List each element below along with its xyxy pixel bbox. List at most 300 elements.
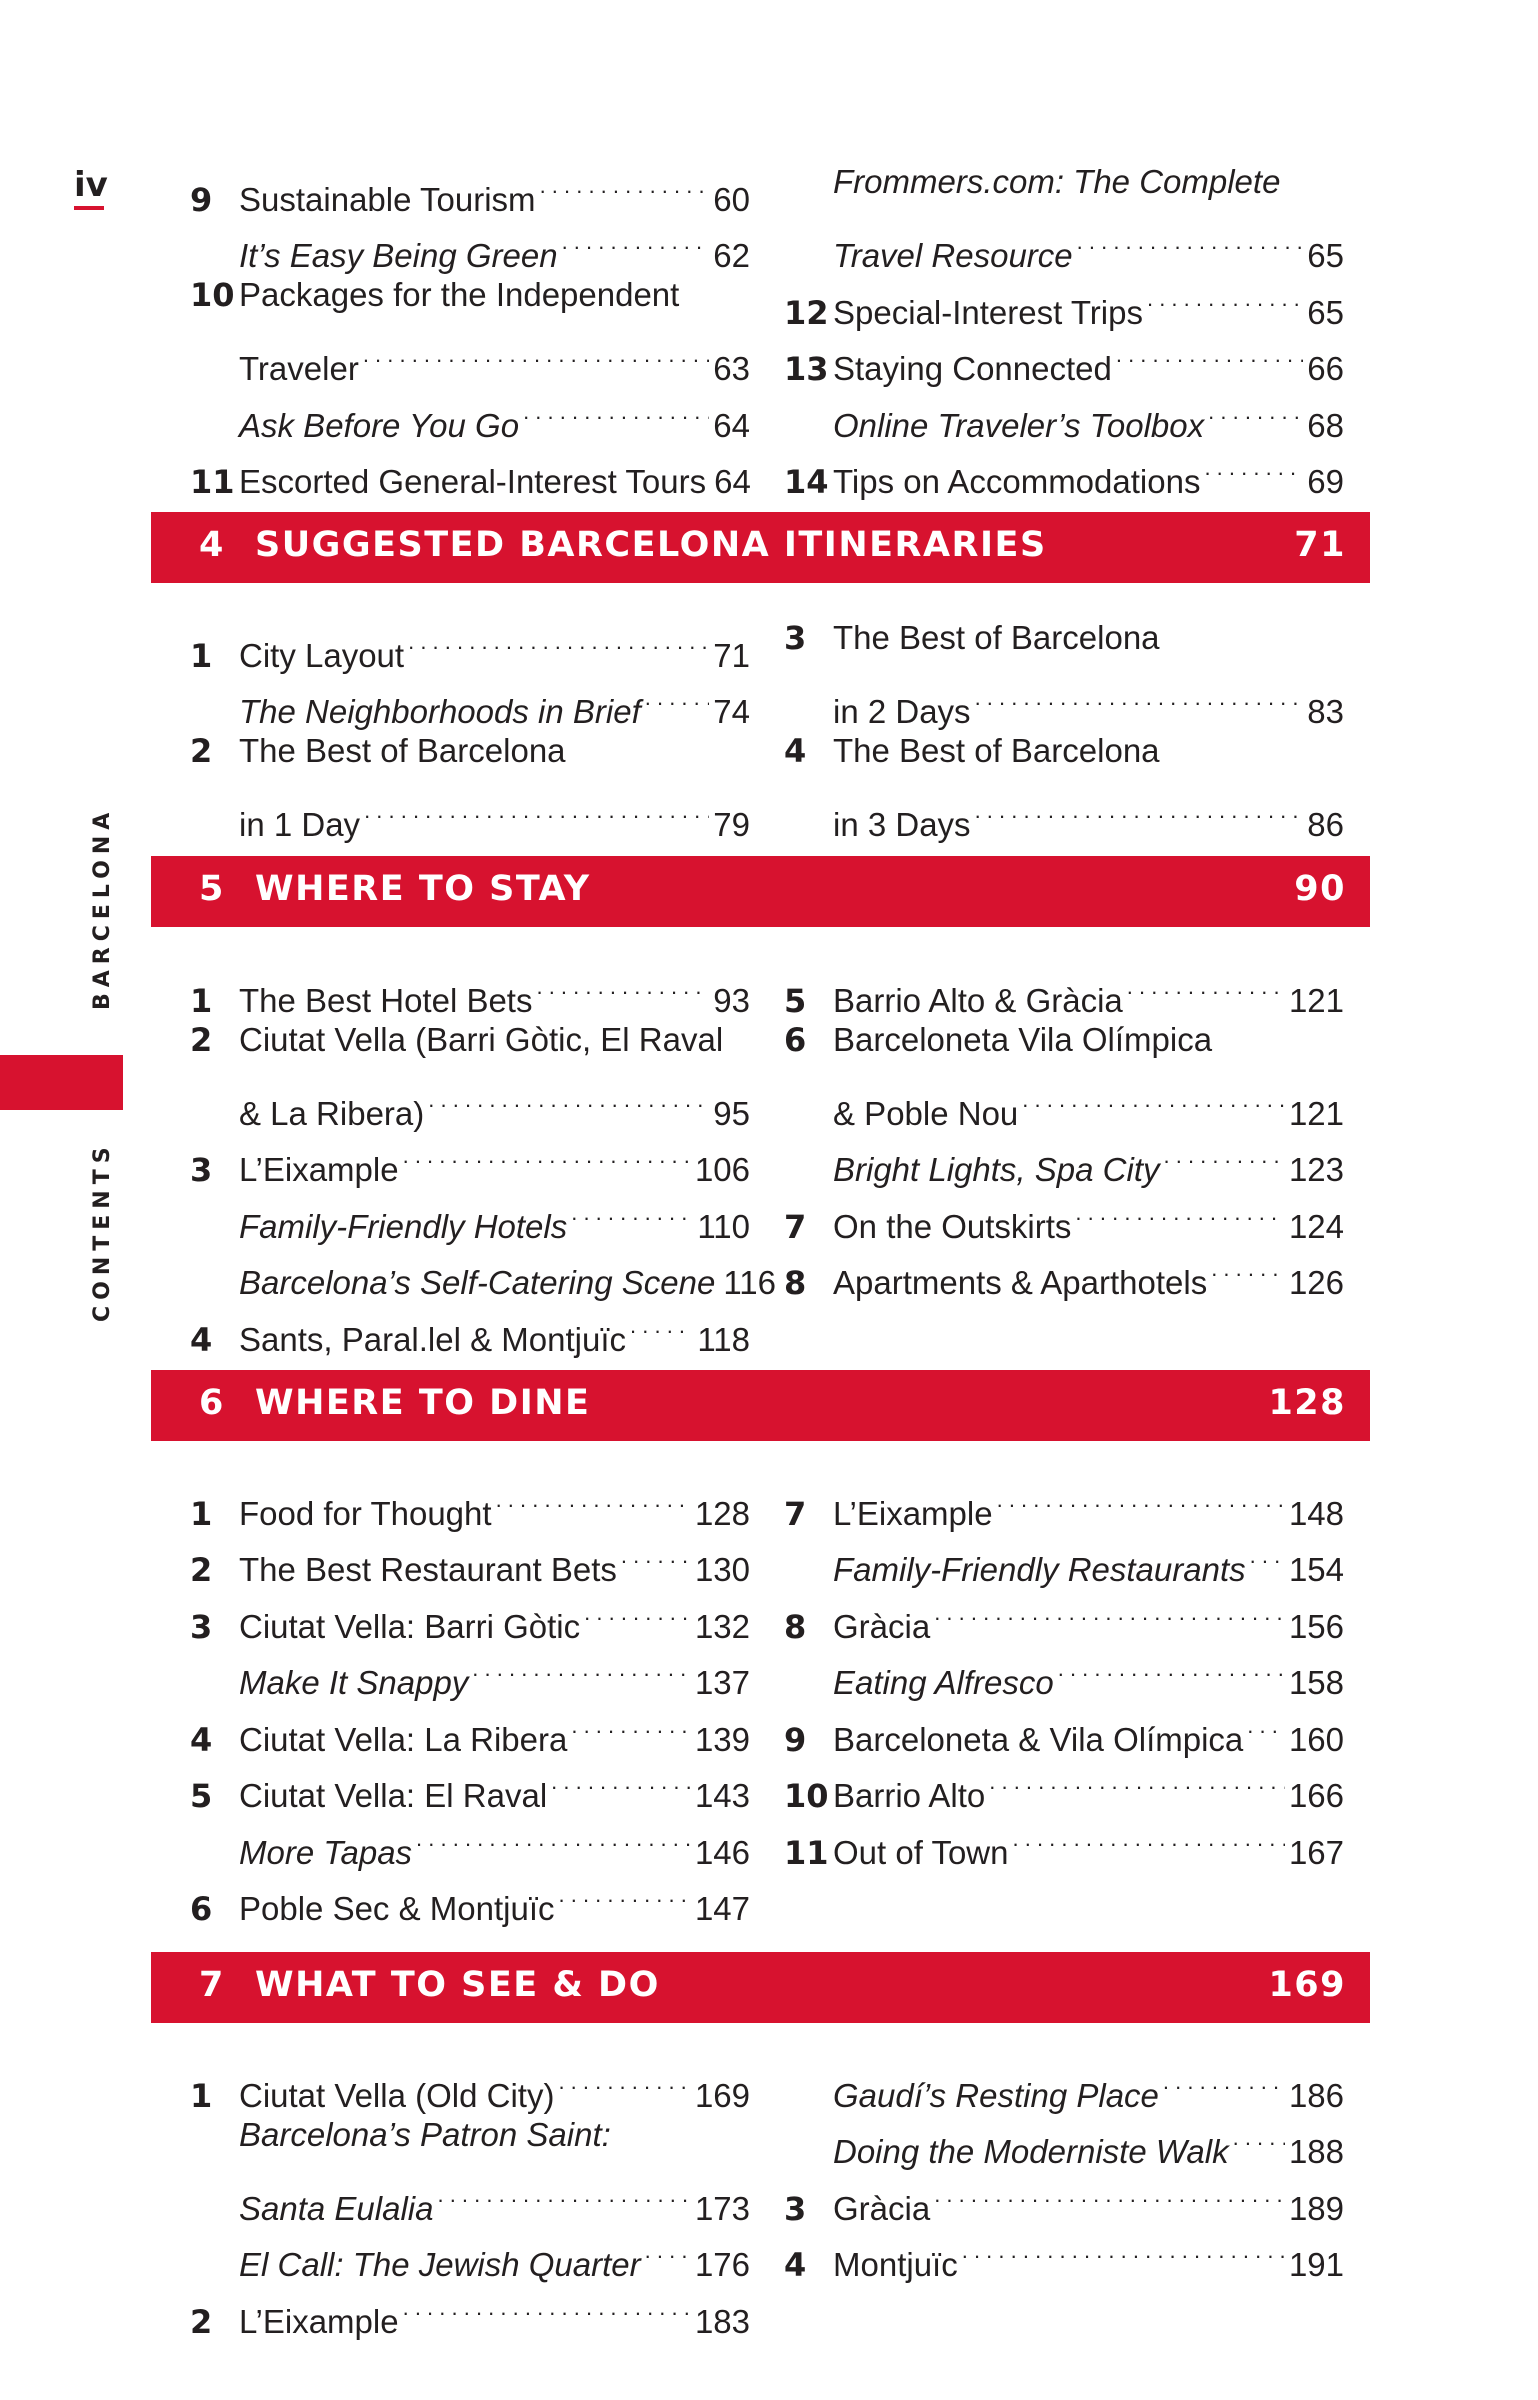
dot-leader xyxy=(1233,2107,1285,2164)
toc-entry-page: 191 xyxy=(1288,2246,1344,2283)
dot-leader xyxy=(975,780,1304,837)
toc-entry-number: 10 xyxy=(190,276,235,314)
toc-entry-line xyxy=(190,211,750,274)
toc-entry-title: More Tapas xyxy=(239,1833,413,1871)
dot-leader xyxy=(540,154,710,211)
chapter-header[interactable] xyxy=(151,1952,1370,2023)
toc-entry[interactable] xyxy=(190,380,750,444)
toc-entry-title: in 1 Day xyxy=(239,806,361,843)
toc-entry[interactable] xyxy=(784,2163,1344,2228)
toc-entry-title: Out of Town xyxy=(833,1833,1009,1871)
toc-entry-title: Staying Connected xyxy=(833,350,1112,387)
toc-entry-title: Ciutat Vella: Barri Gòtic xyxy=(239,1607,581,1645)
toc-entry-title: Barrio Alto & Gràcia xyxy=(833,981,1123,1019)
toc-column xyxy=(784,955,1344,1302)
toc-entry-title: Santa Eulalia xyxy=(239,2189,434,2227)
chapter-title: WHERE TO DINE xyxy=(255,1383,591,1423)
toc-entry-page: 95 xyxy=(713,1094,750,1132)
toc-entry-title: El Call: The Jewish Quarter xyxy=(239,2246,641,2283)
toc-entry-title: It’s Easy Being Green xyxy=(239,237,558,274)
toc-entry-line xyxy=(784,955,1344,1020)
toc-entry-title: The Best of Barcelona xyxy=(833,732,1160,769)
toc-entry[interactable] xyxy=(190,1012,750,1132)
toc-entry[interactable] xyxy=(784,324,1344,388)
toc-entry-page: 66 xyxy=(1307,350,1344,387)
toc-entry-number: 1 xyxy=(190,981,213,1020)
toc-entry-title: Barrio Alto xyxy=(833,1777,986,1814)
chapter-title: SUGGESTED BARCELONA ITINERARIES xyxy=(255,525,1047,565)
toc-entry-line xyxy=(190,1125,750,1189)
dot-leader xyxy=(934,1581,1285,1638)
toc-entry-number: 10 xyxy=(784,1777,829,1815)
dot-leader xyxy=(1075,1181,1285,1238)
toc-entry-line xyxy=(190,780,750,843)
toc-entry-line xyxy=(784,1751,1344,1815)
toc-entry-line xyxy=(784,667,1344,730)
toc-entry-line xyxy=(190,324,750,387)
dot-leader xyxy=(428,1068,709,1125)
toc-entry-page: 116 xyxy=(723,1264,776,1301)
chapter-page: 169 xyxy=(1268,1965,1346,2005)
toc-entry-line xyxy=(190,1012,750,1069)
toc-entry[interactable] xyxy=(784,1807,1344,1872)
chapter-page: 128 xyxy=(1268,1383,1346,1423)
toc-entry[interactable] xyxy=(784,1238,1344,1302)
toc-entry-line xyxy=(784,1807,1344,1872)
toc-entry-title: Apartments & Aparthotels xyxy=(833,1264,1208,1301)
toc-entry[interactable] xyxy=(784,2107,1344,2170)
toc-entry-number: 4 xyxy=(190,1720,213,1759)
toc-entry-line xyxy=(190,2107,750,2164)
toc-entry[interactable] xyxy=(190,211,750,274)
toc-entry-page: 64 xyxy=(714,463,751,500)
toc-entry-line xyxy=(190,2276,750,2341)
toc-entry-title: Special-Interest Trips xyxy=(833,293,1143,331)
toc-entry-title: Barceloneta & Vila Olímpica xyxy=(833,1720,1244,1758)
toc-entry-title: in 2 Days xyxy=(833,693,971,730)
chapter-header[interactable] xyxy=(151,1370,1370,1441)
toc-entry-line xyxy=(784,1125,1344,1188)
toc-entry-page: 68 xyxy=(1307,406,1344,444)
toc-entry[interactable] xyxy=(190,2220,750,2283)
toc-entry-page: 176 xyxy=(694,2246,750,2283)
toc-entry-page: 128 xyxy=(694,1494,750,1532)
toc-entry-page: 154 xyxy=(1288,1551,1344,1588)
toc-column xyxy=(784,2050,1344,2284)
toc-entry-title: The Neighborhoods in Brief xyxy=(239,693,641,730)
toc-entry-number: 1 xyxy=(190,636,213,675)
toc-entry-page: 60 xyxy=(713,180,750,218)
chapter-header[interactable] xyxy=(151,856,1370,927)
dot-leader xyxy=(1013,1807,1285,1864)
toc-entry-title: Barcelona’s Patron Saint: xyxy=(239,2115,611,2153)
chapter-title: WHERE TO STAY xyxy=(255,869,591,909)
toc-entry-number: 2 xyxy=(190,1020,213,1059)
toc-entry-line xyxy=(784,154,1344,211)
toc-entry-page: 167 xyxy=(1288,1833,1344,1871)
toc-entry-line xyxy=(190,267,750,324)
dot-leader xyxy=(1163,2050,1285,2107)
toc-entry-line xyxy=(190,154,750,219)
toc-entry-number: 5 xyxy=(784,981,807,1020)
toc-entry-line xyxy=(784,1181,1344,1246)
dot-leader xyxy=(630,1294,693,1351)
toc-entry[interactable] xyxy=(190,2050,750,2115)
dot-leader xyxy=(562,211,710,268)
toc-entry[interactable] xyxy=(190,1125,750,1189)
toc-entry-title: Montjuïc xyxy=(833,2246,958,2283)
toc-column xyxy=(784,1468,1344,1872)
toc-entry-title: Barcelona’s Self-Catering Scene xyxy=(239,1264,716,1301)
toc-entry[interactable] xyxy=(190,1864,750,1928)
toc-entry-line xyxy=(190,2220,750,2283)
toc-entry-title: Ciutat Vella (Barri Gòtic, El Raval xyxy=(239,1020,724,1058)
toc-entry-line xyxy=(784,1525,1344,1588)
toc-entry[interactable] xyxy=(190,1751,750,1815)
toc-entry-line xyxy=(190,1525,750,1589)
dot-leader xyxy=(1116,324,1303,381)
toc-entry-number: 13 xyxy=(784,350,829,388)
dot-leader xyxy=(1208,380,1303,437)
toc-entry-title: Frommers.com: The Complete xyxy=(833,163,1281,200)
toc-entry-line xyxy=(784,380,1344,444)
toc-entry-number: 3 xyxy=(784,2189,807,2228)
toc-entry[interactable] xyxy=(190,1468,750,1533)
toc-entry[interactable] xyxy=(784,1694,1344,1759)
toc-entry-page: 183 xyxy=(694,2302,750,2340)
toc-entry-title: The Best of Barcelona xyxy=(833,619,1160,656)
toc-column xyxy=(784,154,1344,501)
dot-leader xyxy=(962,2220,1285,2277)
dot-leader xyxy=(1250,1525,1285,1582)
toc-entry-page: 126 xyxy=(1288,1264,1344,1301)
toc-entry-page: 69 xyxy=(1307,463,1344,500)
toc-entry[interactable] xyxy=(190,1181,750,1245)
dot-leader xyxy=(437,2163,690,2220)
toc-entry-page: 130 xyxy=(694,1551,750,1588)
dot-leader xyxy=(571,1694,691,1751)
toc-entry-title: Eating Alfresco xyxy=(833,1664,1054,1701)
toc-entry[interactable] xyxy=(190,955,750,1020)
toc-entry-line xyxy=(784,2107,1344,2170)
toc-entry-title: The Best Hotel Bets xyxy=(239,981,533,1019)
toc-entry[interactable] xyxy=(190,1294,750,1359)
toc-entry[interactable] xyxy=(784,267,1344,332)
toc-entry-number: 2 xyxy=(190,2302,213,2341)
toc-entry[interactable] xyxy=(190,1638,750,1701)
toc-entry[interactable] xyxy=(784,2220,1344,2284)
dot-leader xyxy=(1164,1125,1285,1182)
toc-entry-number: 9 xyxy=(190,180,213,219)
toc-entry-title: L’Eixample xyxy=(239,1151,399,1188)
toc-entry-title: Ask Before You Go xyxy=(239,406,520,444)
toc-entry-page: 169 xyxy=(694,2076,750,2114)
toc-entry-line xyxy=(784,437,1344,501)
toc-entry-page: 156 xyxy=(1288,1607,1344,1645)
dot-leader xyxy=(645,667,710,724)
toc-entry[interactable] xyxy=(784,1181,1344,1246)
toc-entry-line xyxy=(784,2163,1344,2228)
toc-entry-page: 93 xyxy=(713,981,750,1019)
toc-entry-page: 121 xyxy=(1288,1094,1344,1132)
dot-leader xyxy=(536,955,709,1012)
toc-entry[interactable] xyxy=(784,154,1344,274)
dot-leader xyxy=(558,2050,691,2107)
toc-entry-title: L’Eixample xyxy=(239,2302,399,2340)
toc-entry[interactable] xyxy=(190,1807,750,1871)
toc-entry[interactable] xyxy=(190,1525,750,1589)
toc-entry-line xyxy=(784,2220,1344,2284)
dot-leader xyxy=(403,2276,691,2333)
toc-entry-line xyxy=(190,1864,750,1928)
toc-entry-page: 123 xyxy=(1288,1151,1344,1188)
dot-leader xyxy=(934,2163,1285,2220)
toc-entry[interactable] xyxy=(190,2107,750,2227)
toc-entry-page: 189 xyxy=(1288,2189,1344,2227)
toc-entry-page: 74 xyxy=(713,693,750,730)
toc-entry-title: The Best Restaurant Bets xyxy=(239,1551,617,1588)
toc-entry[interactable] xyxy=(190,723,750,843)
toc-entry-line xyxy=(190,723,750,780)
toc-entry-title: Sustainable Tourism xyxy=(239,180,536,218)
toc-entry-line xyxy=(190,2050,750,2115)
toc-entry-number: 1 xyxy=(190,2076,213,2115)
toc-entry-line xyxy=(190,610,750,675)
dot-leader xyxy=(523,380,709,437)
toc-entry-title: Gràcia xyxy=(833,1607,931,1645)
toc-entry-page: 137 xyxy=(694,1664,750,1701)
chapter-header[interactable] xyxy=(151,512,1370,583)
dot-leader xyxy=(571,1181,693,1238)
toc-entry-page: 63 xyxy=(713,350,750,387)
dot-leader xyxy=(1058,1638,1285,1695)
toc-entry-page: 106 xyxy=(694,1151,750,1188)
toc-entry-number: 14 xyxy=(784,463,829,501)
dot-leader xyxy=(1204,437,1303,494)
dot-leader xyxy=(1147,267,1303,324)
dot-leader xyxy=(1247,1694,1285,1751)
toc-entry-number: 4 xyxy=(784,732,807,770)
toc-entry[interactable] xyxy=(190,267,750,387)
toc-entry-page: 148 xyxy=(1288,1494,1344,1532)
toc-entry-title: Gràcia xyxy=(833,2189,931,2227)
dot-leader xyxy=(989,1751,1285,1808)
toc-entry-line xyxy=(190,1181,750,1245)
toc-entry[interactable] xyxy=(784,1525,1344,1588)
toc-entry-title: & Poble Nou xyxy=(833,1094,1019,1132)
toc-entry-title: Family-Friendly Hotels xyxy=(239,1207,568,1245)
toc-entry-title: Barceloneta Vila Olímpica xyxy=(833,1020,1213,1058)
toc-entry-page: 160 xyxy=(1288,1720,1344,1758)
toc-entry[interactable] xyxy=(190,2276,750,2341)
toc-entry-title: Poble Sec & Montjuïc xyxy=(239,1890,555,1927)
toc-entry[interactable] xyxy=(190,154,750,219)
toc-entry-page: 62 xyxy=(713,237,750,274)
toc-entry-line xyxy=(190,1694,750,1759)
toc-entry-page: 186 xyxy=(1288,2076,1344,2114)
toc-entry-line xyxy=(190,1751,750,1815)
toc-entry-line xyxy=(784,211,1344,274)
toc-entry-page: 143 xyxy=(694,1777,750,1814)
toc-entry[interactable] xyxy=(784,1638,1344,1701)
toc-entry-title: Food for Thought xyxy=(239,1494,492,1532)
toc-entry-number: 3 xyxy=(190,1151,213,1189)
toc-entry-title: City Layout xyxy=(239,636,405,674)
toc-entry-page: 83 xyxy=(1307,693,1344,730)
toc-entry-number: 2 xyxy=(190,1551,213,1589)
dot-leader xyxy=(416,1807,691,1864)
toc-entry-title: On the Outskirts xyxy=(833,1207,1072,1245)
toc-entry-line xyxy=(190,2163,750,2227)
toc-entry-number: 5 xyxy=(190,1777,213,1815)
toc-entry-line xyxy=(784,610,1344,667)
toc-entry-number: 3 xyxy=(190,1607,213,1646)
toc-entry-line xyxy=(784,1694,1344,1759)
chapter-number: 7 xyxy=(199,1965,225,2005)
toc-entry-line xyxy=(190,955,750,1020)
toc-entry-line xyxy=(784,1068,1344,1132)
chapter-title: WHAT TO SEE & DO xyxy=(255,1965,660,2005)
toc-entry-page: 158 xyxy=(1288,1664,1344,1701)
toc-entry-number: 2 xyxy=(190,732,213,770)
toc-entry-number: 11 xyxy=(784,1833,829,1872)
toc-entry[interactable] xyxy=(784,1012,1344,1132)
toc-column xyxy=(190,154,751,501)
toc-entry[interactable] xyxy=(784,380,1344,444)
toc-entry-page: 118 xyxy=(697,1320,750,1358)
toc-entry-line xyxy=(190,1294,750,1359)
toc-entry-line xyxy=(784,780,1344,843)
toc-entry-line xyxy=(784,267,1344,332)
toc-entry[interactable] xyxy=(784,955,1344,1020)
dot-leader xyxy=(645,2220,691,2277)
toc-entry-page: 132 xyxy=(694,1607,750,1645)
dot-leader xyxy=(1127,955,1285,1012)
toc-entry-title: in 3 Days xyxy=(833,806,971,843)
toc-entry[interactable] xyxy=(190,610,750,675)
dot-leader xyxy=(1022,1068,1285,1125)
toc-entry-title: Doing the Moderniste Walk xyxy=(833,2133,1229,2170)
toc-entry-line xyxy=(190,437,751,501)
toc-entry-page: 86 xyxy=(1307,806,1344,843)
toc-entry-line xyxy=(190,1807,750,1871)
dot-leader xyxy=(1211,1238,1285,1295)
dot-leader xyxy=(363,324,709,381)
side-tab-marker xyxy=(0,1055,123,1110)
toc-entry[interactable] xyxy=(784,610,1344,730)
dot-leader xyxy=(997,1468,1285,1525)
toc-column xyxy=(784,610,1344,843)
toc-entry-number: 6 xyxy=(190,1890,213,1928)
chapter-page: 71 xyxy=(1294,525,1346,565)
toc-entry-number: 9 xyxy=(784,1720,807,1759)
side-label-barcelona: BARCELONA xyxy=(90,806,115,1010)
dot-leader xyxy=(584,1581,691,1638)
toc-entry[interactable] xyxy=(784,1581,1344,1646)
toc-entry-line xyxy=(190,1581,750,1646)
toc-entry-number: 6 xyxy=(784,1020,807,1059)
toc-entry-title: L’Eixample xyxy=(833,1494,993,1532)
toc-entry-page: 146 xyxy=(694,1833,750,1871)
chapter-number: 6 xyxy=(199,1383,225,1423)
toc-entry[interactable] xyxy=(784,1468,1344,1533)
toc-entry-title: Make It Snappy xyxy=(239,1664,469,1701)
dot-leader xyxy=(975,667,1304,724)
toc-entry-title: Online Traveler’s Toolbox xyxy=(833,406,1205,444)
toc-entry-title: Family-Friendly Restaurants xyxy=(833,1551,1246,1588)
dot-leader xyxy=(496,1468,691,1525)
toc-entry-number: 3 xyxy=(784,619,807,657)
toc-column xyxy=(190,610,750,843)
toc-entry[interactable] xyxy=(190,437,751,501)
toc-entry-page: 79 xyxy=(713,806,750,843)
toc-column xyxy=(190,955,776,1359)
toc-entry-title: Tips on Accommodations xyxy=(833,463,1201,500)
chapter-page: 90 xyxy=(1294,869,1346,909)
toc-entry-number: 4 xyxy=(190,1320,213,1359)
toc-entry-page: 65 xyxy=(1307,293,1344,331)
toc-entry-number: 8 xyxy=(784,1264,807,1302)
dot-leader xyxy=(364,780,709,837)
toc-entry-page: 173 xyxy=(694,2189,750,2227)
toc-entry-title: Escorted General-Interest Tours xyxy=(239,463,707,500)
toc-entry-line xyxy=(190,667,750,730)
toc-entry[interactable] xyxy=(784,1125,1344,1188)
dot-leader xyxy=(559,1864,691,1921)
toc-entry[interactable] xyxy=(784,1751,1344,1815)
toc-entry-line xyxy=(784,723,1344,780)
toc-entry-number: 4 xyxy=(784,2246,807,2284)
toc-entry-number: 11 xyxy=(190,463,235,501)
dot-leader xyxy=(408,610,709,667)
toc-entry[interactable] xyxy=(190,667,750,730)
toc-entry[interactable] xyxy=(784,2050,1344,2114)
toc-entry-title: Bright Lights, Spa City xyxy=(833,1151,1160,1188)
toc-entry[interactable] xyxy=(784,437,1344,501)
chapter-number: 5 xyxy=(199,869,225,909)
toc-entry-title: The Best of Barcelona xyxy=(239,732,566,769)
toc-entry-line xyxy=(784,1012,1344,1069)
toc-entry-page: 166 xyxy=(1288,1777,1344,1814)
chapter-number: 4 xyxy=(199,525,225,565)
toc-entry-number: 7 xyxy=(784,1207,807,1246)
toc-entry-page: 124 xyxy=(1288,1207,1344,1245)
dot-leader xyxy=(403,1125,691,1182)
toc-entry-line xyxy=(190,380,750,444)
toc-entry-number: 12 xyxy=(784,293,829,332)
toc-entry-title: Gaudí’s Resting Place xyxy=(833,2076,1159,2114)
toc-entry[interactable] xyxy=(784,723,1344,843)
toc-entry-title: Traveler xyxy=(239,350,359,387)
toc-entry-title: Ciutat Vella (Old City) xyxy=(239,2076,555,2114)
toc-entry-page: 65 xyxy=(1307,237,1344,274)
toc-entry[interactable] xyxy=(190,1581,750,1646)
toc-entry-page: 139 xyxy=(694,1720,750,1758)
toc-entry-page: 147 xyxy=(694,1890,750,1927)
dot-leader xyxy=(472,1638,691,1695)
page-number-underline xyxy=(74,206,104,210)
toc-entry-title: Ciutat Vella: El Raval xyxy=(239,1777,548,1814)
toc-entry-line xyxy=(784,324,1344,388)
toc-entry-page: 121 xyxy=(1288,981,1344,1019)
toc-entry[interactable] xyxy=(190,1694,750,1759)
toc-entry-line xyxy=(784,1581,1344,1646)
toc-entry-page: 71 xyxy=(713,636,750,674)
dot-leader xyxy=(621,1525,691,1582)
toc-entry-title: Packages for the Independent xyxy=(239,276,680,313)
toc-entry[interactable] xyxy=(190,1238,776,1301)
toc-column xyxy=(190,2050,750,2341)
